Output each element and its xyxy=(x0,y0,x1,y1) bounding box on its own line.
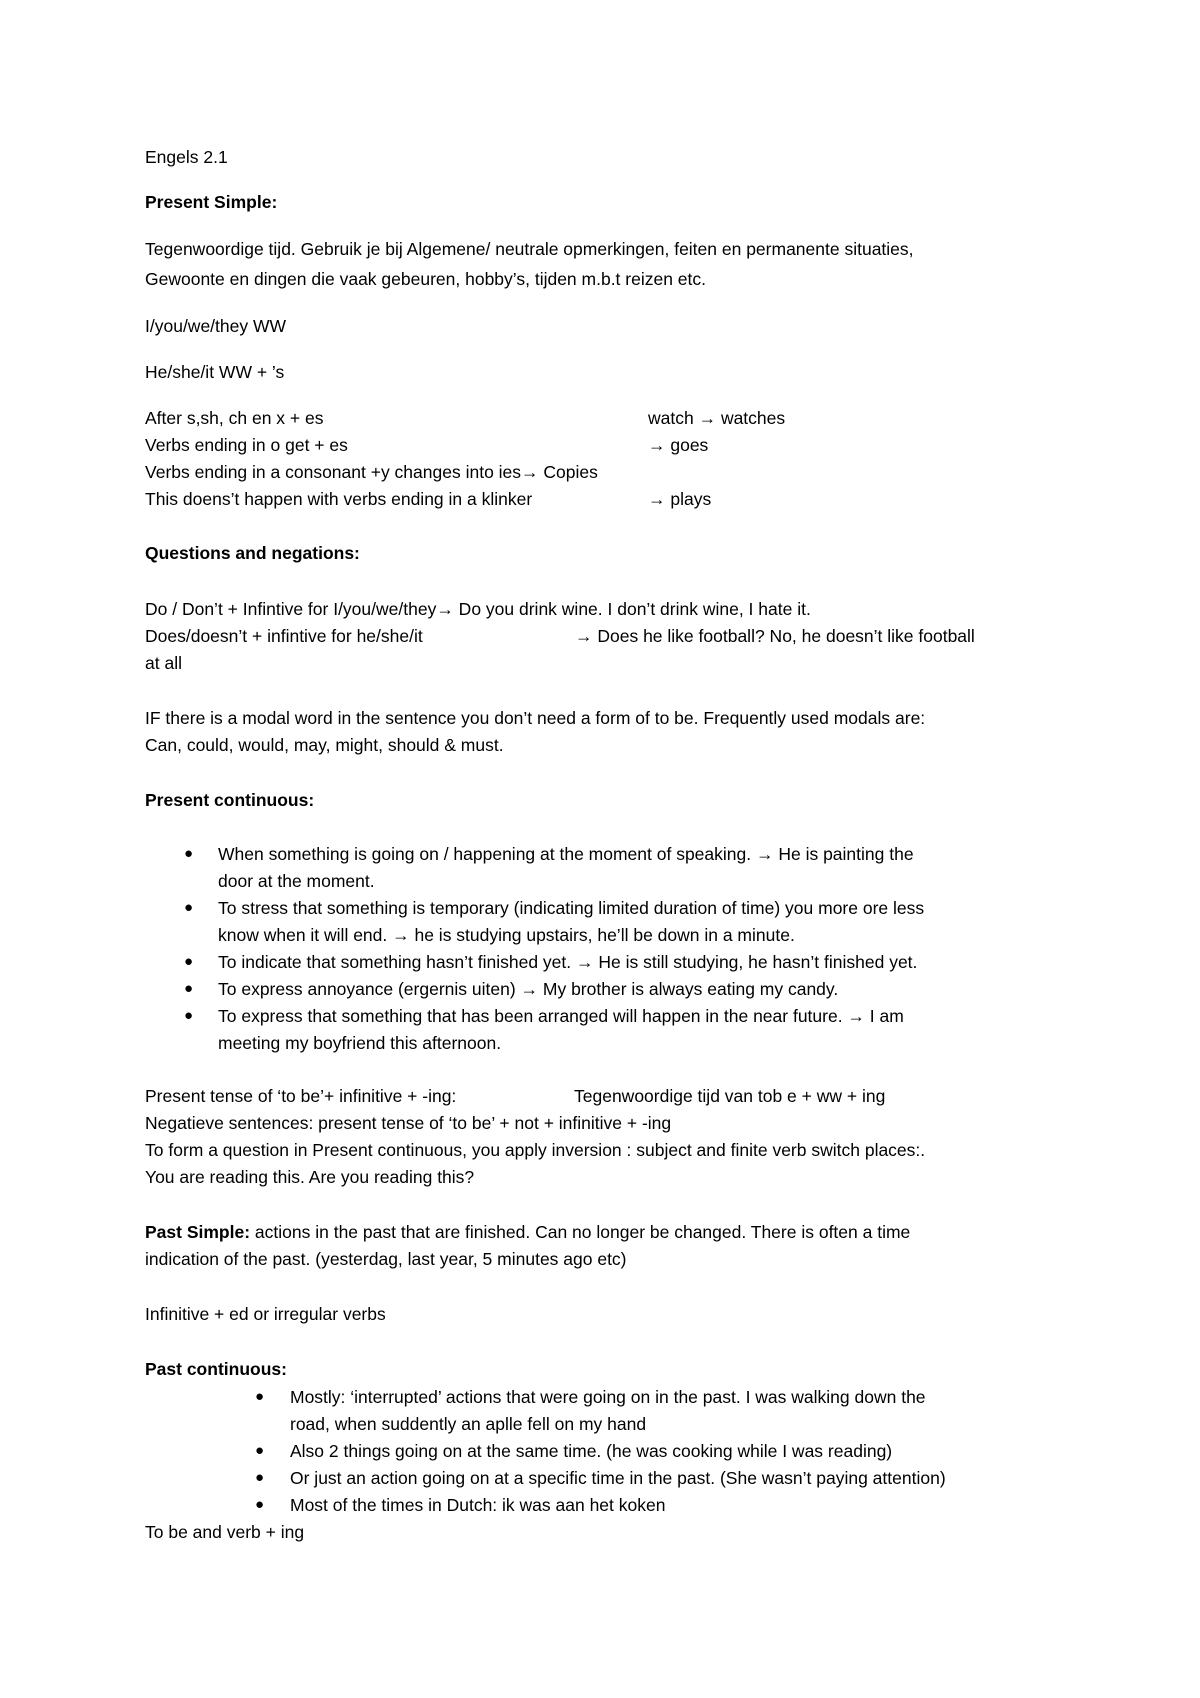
pc-question-2: You are reading this. Are you reading this? xyxy=(145,1167,475,1187)
pcont-bullet-1-line-1: Mostly: ‘interrupted’ actions that were going on in the past. I was walking down the xyxy=(290,1387,926,1407)
pc-bullet-4-line-1: To express annoyance (ergernis uiten) → My brother is always eating my candy. xyxy=(218,979,839,999)
past-simple-heading: Past Simple: xyxy=(145,1222,251,1242)
present-simple-form-1: I/you/we/they WW xyxy=(145,316,287,336)
questions-line-3: at all xyxy=(145,653,182,673)
bullet-icon: ● xyxy=(184,980,194,997)
pcont-bullet-1-line-2: road, when suddently an aplle fell on my hand xyxy=(290,1414,647,1434)
pc-negative: Negatieve sentences: present tense of ‘to be’ + not + infinitive + -ing xyxy=(145,1113,672,1133)
pc-bullet-1-line-2: door at the moment. xyxy=(218,871,375,891)
present-simple-form-2: He/she/it WW + ’s xyxy=(145,362,285,382)
doc-title: Engels 2.1 xyxy=(145,147,228,167)
questions-heading: Questions and negations: xyxy=(145,543,360,563)
rule-3-left: Verbs ending in a consonant +y changes into ies→ Copies xyxy=(145,462,598,482)
pc-form-right: Tegenwoordige tijd van tob e + ww + ing xyxy=(574,1086,886,1106)
rule-1-left: After s,sh, ch en x + es xyxy=(145,408,324,428)
questions-line-2-left: Does/doesn’t + infintive for he/she/it xyxy=(145,626,423,646)
rule-1-right: watch → watches xyxy=(648,408,786,428)
bullet-icon: ● xyxy=(255,1496,265,1513)
rule-2-right: → goes xyxy=(648,435,709,455)
pc-bullet-5-line-1: To express that something that has been arranged will happen in the near future. → I am xyxy=(218,1006,904,1026)
pc-bullet-5-line-2: meeting my boyfriend this afternoon. xyxy=(218,1033,502,1053)
present-continuous-heading: Present continuous: xyxy=(145,790,315,810)
questions-line-2-right: → Does he like football? No, he doesn’t like football xyxy=(575,626,975,646)
rule-4-right: → plays xyxy=(648,489,712,509)
bullet-icon: ● xyxy=(184,845,194,862)
bullet-icon: ● xyxy=(255,1469,265,1486)
present-simple-desc-2: Gewoonte en dingen die vaak gebeuren, hobby’s, tijden m.b.t reizen etc. xyxy=(145,269,707,289)
past-simple-line-2: indication of the past. (yesterdag, last year, 5 minutes ago etc) xyxy=(145,1249,627,1269)
bullet-icon: ● xyxy=(255,1388,265,1405)
bullet-icon: ● xyxy=(184,899,194,916)
past-continuous-heading: Past continuous: xyxy=(145,1359,287,1379)
pc-bullet-2-line-1: To stress that something is temporary (indicating limited duration of time) you more ore less xyxy=(218,898,925,918)
past-simple-line-1 xyxy=(145,1221,910,1243)
rule-2-left: Verbs ending in o get + es xyxy=(145,435,348,455)
past-simple-text: actions in the past that are finished. Can no longer be changed. There is often a time xyxy=(250,1222,911,1242)
present-simple-heading: Present Simple: xyxy=(145,192,278,212)
pcont-bullet-4-line-1: Most of the times in Dutch: ik was aan het koken xyxy=(290,1495,666,1515)
modal-line-2: Can, could, would, may, might, should & must. xyxy=(145,735,504,755)
pc-form-left: Present tense of ‘to be’+ infinitive + -ing: xyxy=(145,1086,457,1106)
modal-line-1: IF there is a modal word in the sentence you don’t need a form of to be. Frequently used modals are: xyxy=(145,708,926,728)
pc-question-1: To form a question in Present continuous, you apply inversion : subject and finite verb switch places:. xyxy=(145,1140,926,1160)
past-simple-form: Infinitive + ed or irregular verbs xyxy=(145,1304,386,1324)
present-simple-desc-1: Tegenwoordige tijd. Gebruik je bij Algemene/ neutrale opmerkingen, feiten en permanente situaties, xyxy=(145,239,914,259)
pcont-bullet-3-line-1: Or just an action going on at a specific time in the past. (She wasn’t paying attention) xyxy=(290,1468,946,1488)
rule-4-left: This doens’t happen with verbs ending in a klinker xyxy=(145,489,533,509)
pc-bullet-1-line-1: When something is going on / happening at the moment of speaking. → He is painting the xyxy=(218,844,914,864)
bullet-icon: ● xyxy=(255,1442,265,1459)
bullet-icon: ● xyxy=(184,953,194,970)
questions-line-1: Do / Don’t + Infintive for I/you/we/they→ Do you drink wine. I don’t drink wine, I hate it. xyxy=(145,599,811,619)
past-continuous-form: To be and verb + ing xyxy=(145,1522,305,1542)
pc-bullet-3-line-1: To indicate that something hasn’t finished yet. → He is still studying, he hasn’t finished yet. xyxy=(218,952,918,972)
bullet-icon: ● xyxy=(184,1007,194,1024)
pc-bullet-2-line-2: know when it will end. → he is studying upstairs, he’ll be down in a minute. xyxy=(218,925,795,945)
pcont-bullet-2-line-1: Also 2 things going on at the same time. (he was cooking while I was reading) xyxy=(290,1441,893,1461)
